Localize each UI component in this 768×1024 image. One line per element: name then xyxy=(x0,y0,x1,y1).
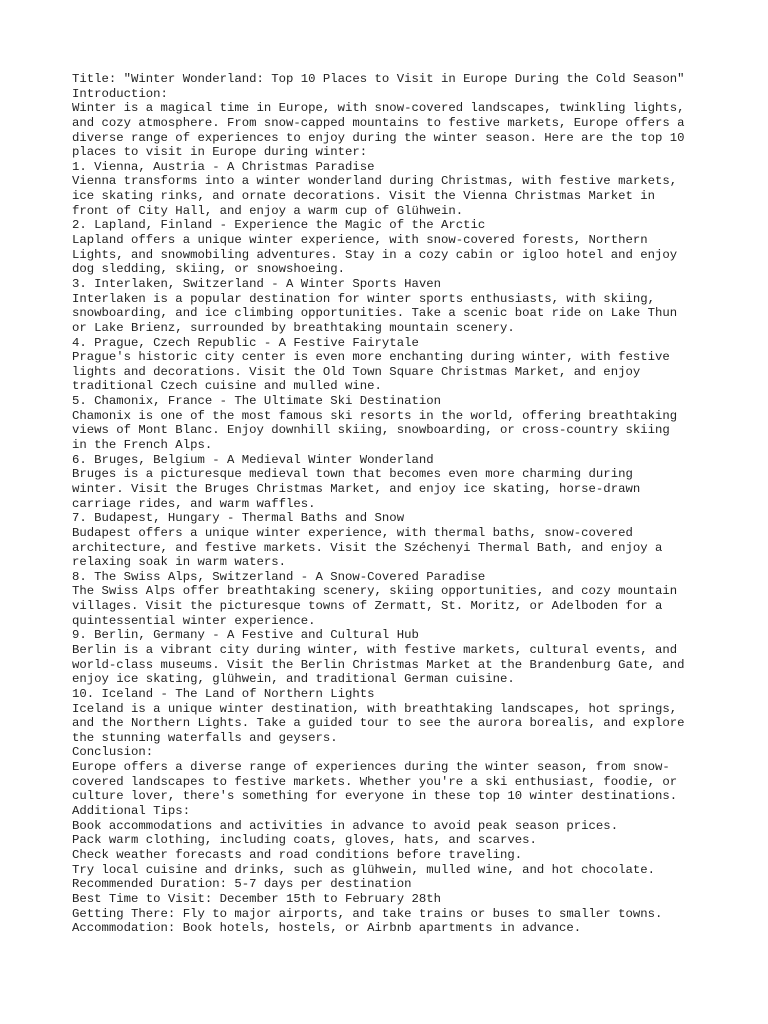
document-line: 1. Vienna, Austria - A Christmas Paradise xyxy=(72,159,375,174)
document-line: Europe offers a diverse range of experiences during the winter season, from snow- xyxy=(72,760,670,775)
document-line: 10. Iceland - The Land of Northern Lights xyxy=(72,686,375,701)
document-line: culture lover, there's something for everyone in these top 10 winter destinations. xyxy=(72,789,678,804)
document-line: Recommended Duration: 5-7 days per destination xyxy=(72,877,412,892)
document-line: and cozy atmosphere. From snow-capped mountains to festive markets, Europe offers a xyxy=(72,115,685,130)
document-line: 8. The Swiss Alps, Switzerland - A Snow-Covered Paradise xyxy=(72,569,486,584)
document-line: places to visit in Europe during winter: xyxy=(72,145,368,160)
document-line: quintessential winter experience. xyxy=(72,613,316,628)
document-line: Getting There: Fly to major airports, and take trains or buses to smaller towns. xyxy=(72,906,663,921)
document-line: the stunning waterfalls and geysers. xyxy=(72,730,338,745)
document-line: Winter is a magical time in Europe, with snow-covered landscapes, twinkling lights, xyxy=(72,101,685,116)
document-line: Prague's historic city center is even more enchanting during winter, with festive xyxy=(72,350,670,365)
document-line: 7. Budapest, Hungary - Thermal Baths and Snow xyxy=(72,511,405,526)
document-line: Conclusion: xyxy=(72,745,154,760)
document-line: diverse range of experiences to enjoy during the winter season. Here are the top 10 xyxy=(72,130,685,145)
document-body xyxy=(72,72,712,936)
document-line: covered landscapes to festive markets. Whether you're a ski enthusiast, foodie, or xyxy=(72,774,678,789)
document-line: dog sledding, skiing, or snowshoeing. xyxy=(72,262,346,277)
document-line: ice skating rinks, and ornate decorations. Visit the Vienna Christmas Market in xyxy=(72,189,655,204)
document-line: Pack warm clothing, including coats, gloves, hats, and scarves. xyxy=(72,833,537,848)
document-line: Book accommodations and activities in advance to avoid peak season prices. xyxy=(72,818,619,833)
document-line: Budapest offers a unique winter experience, with thermal baths, snow-covered xyxy=(72,525,633,540)
document-line: views of Mont Blanc. Enjoy downhill skiing, snowboarding, or cross-country skiing xyxy=(72,423,670,438)
document-line: villages. Visit the picturesque towns of Zermatt, St. Moritz, or Adelboden for a xyxy=(72,599,663,614)
document-line: Interlaken is a popular destination for winter sports enthusiasts, with skiing, xyxy=(72,291,655,306)
document-line: Berlin is a vibrant city during winter, with festive markets, cultural events, and xyxy=(72,642,678,657)
document-line: architecture, and festive markets. Visit the Széchenyi Thermal Bath, and enjoy a xyxy=(72,540,663,555)
document-line: 9. Berlin, Germany - A Festive and Cultural Hub xyxy=(72,628,419,643)
document-line: 2. Lapland, Finland - Experience the Magic of the Arctic xyxy=(72,218,486,233)
document-line: lights and decorations. Visit the Old Town Square Christmas Market, and enjoy xyxy=(72,364,641,379)
document-line: Accommodation: Book hotels, hostels, or Airbnb apartments in advance. xyxy=(72,921,582,936)
document-line: Check weather forecasts and road conditions before traveling. xyxy=(72,847,523,862)
document-line: Lights, and snowmobiling adventures. Stay in a cozy cabin or igloo hotel and enjoy xyxy=(72,247,678,262)
document-line: Introduction: xyxy=(72,86,168,101)
document-line: and the Northern Lights. Take a guided tour to see the aurora borealis, and explore xyxy=(72,716,685,731)
document-line: or Lake Brienz, surrounded by breathtaking mountain scenery. xyxy=(72,320,515,335)
document-line: in the French Alps. xyxy=(72,438,213,453)
document-line: winter. Visit the Bruges Christmas Market, and enjoy ice skating, horse-drawn xyxy=(72,481,641,496)
document-line: Lapland offers a unique winter experience, with snow-covered forests, Northern xyxy=(72,233,648,248)
document-line: Try local cuisine and drinks, such as glühwein, mulled wine, and hot chocolate. xyxy=(72,862,655,877)
document-line: Vienna transforms into a winter wonderland during Christmas, with festive markets, xyxy=(72,174,678,189)
document-line: snowboarding, and ice climbing opportunities. Take a scenic boat ride on Lake Thun xyxy=(72,306,678,321)
document-line: Additional Tips: xyxy=(72,804,191,819)
document-line: 4. Prague, Czech Republic - A Festive Fairytale xyxy=(72,335,419,350)
document-line: Best Time to Visit: December 15th to February 28th xyxy=(72,891,441,906)
document-line: enjoy ice skating, glühwein, and traditional German cuisine. xyxy=(72,672,515,687)
document-line: world-class museums. Visit the Berlin Christmas Market at the Brandenburg Gate, and xyxy=(72,657,685,672)
document-line: Title: "Winter Wonderland: Top 10 Places to Visit in Europe During the Cold Season" xyxy=(72,72,685,86)
document-line: front of City Hall, and enjoy a warm cup of Glühwein. xyxy=(72,203,464,218)
document-line: Iceland is a unique winter destination, with breathtaking landscapes, hot springs, xyxy=(72,701,678,716)
document-line: 6. Bruges, Belgium - A Medieval Winter Wonderland xyxy=(72,452,434,467)
document-line: traditional Czech cuisine and mulled wine. xyxy=(72,379,382,394)
document-line: Bruges is a picturesque medieval town that becomes even more charming during xyxy=(72,467,633,482)
document-line: Chamonix is one of the most famous ski resorts in the world, offering breathtaking xyxy=(72,408,678,423)
document-line: The Swiss Alps offer breathtaking scenery, skiing opportunities, and cozy mountain xyxy=(72,584,678,599)
document-line: carriage rides, and warm waffles. xyxy=(72,496,316,511)
document-line: relaxing soak in warm waters. xyxy=(72,555,287,570)
document-line: 5. Chamonix, France - The Ultimate Ski Destination xyxy=(72,394,441,409)
document-line: 3. Interlaken, Switzerland - A Winter Sports Haven xyxy=(72,276,441,291)
